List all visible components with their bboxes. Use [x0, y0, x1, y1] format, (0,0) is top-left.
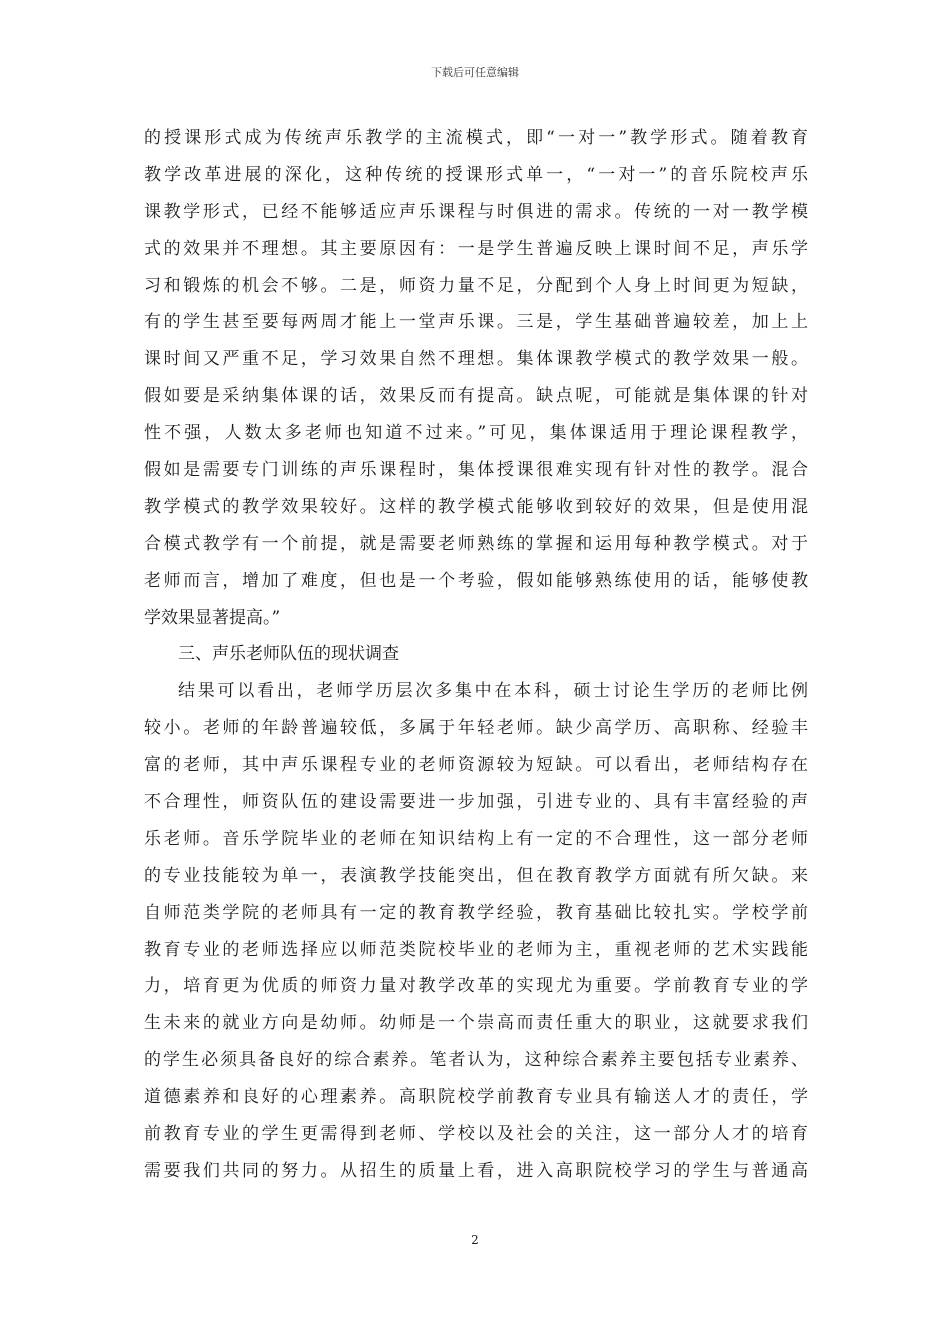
text-line: 习和锻炼的机会不够。二是，师资力量不足，分配到个人身上时间更为短缺， — [144, 275, 808, 296]
text-line: 的学生必须具备良好的综合素养。笔者认为，这种综合素养主要包括专业素养、 — [144, 1050, 808, 1071]
page-number: 2 — [471, 1233, 479, 1247]
text-line: 富的老师，其中声乐课程专业的老师资源较为短缺。可以看出，老师结构存在 — [144, 755, 808, 776]
page-header: 下载后可任意编辑 — [431, 66, 519, 79]
text-line: 自师范类学院的老师具有一定的教育教学经验，教育基础比较扎实。学校学前 — [144, 902, 808, 923]
text-line: 合模式教学有一个前提，就是需要老师熟练的掌握和运用每种教学模式。对于 — [144, 533, 808, 554]
text-line: 有的学生甚至要每两周才能上一堂声乐课。三是，学生基础普遍较差，加上上 — [144, 312, 808, 333]
text-line: 课时间又严重不足，学习效果自然不理想。集体课教学模式的教学效果一般。 — [144, 349, 808, 370]
text-line: 力，培育更为优质的师资力量对教学改革的实现尤为重要。学前教育专业的学 — [144, 976, 808, 997]
document-body — [144, 120, 808, 1190]
text-line: 教学改革进展的深化，这种传统的授课形式单一，“一对一”的音乐院校声乐 — [144, 164, 808, 185]
text-line: 性不强，人数太多老师也知道不过来。”可见，集体课适用于理论课程教学， — [144, 423, 808, 444]
text-line: 较小。老师的年龄普遍较低，多属于年轻老师。缺少高学历、高职称、经验丰 — [144, 718, 808, 739]
text-line: 道德素养和良好的心理素养。高职院校学前教育专业具有输送人才的责任，学 — [144, 1087, 808, 1108]
text-line: 生未来的就业方向是幼师。幼师是一个崇高而责任重大的职业，这就要求我们 — [144, 1013, 808, 1034]
text-line: 三、声乐老师队伍的现状调查 — [178, 644, 399, 665]
text-line: 老师而言，增加了难度，但也是一个考验，假如能够熟练使用的话，能够使教 — [144, 570, 808, 591]
text-line: 不合理性，师资队伍的建设需要进一步加强，引进专业的、具有丰富经验的声 — [144, 792, 808, 813]
text-line: 需要我们共同的努力。从招生的质量上看，进入高职院校学习的学生与普通高 — [144, 1160, 808, 1181]
text-line: 学效果显著提高。” — [144, 607, 281, 628]
text-line: 式的效果并不理想。其主要原因有：一是学生普遍反映上课时间不足，声乐学 — [144, 238, 808, 259]
text-line: 的专业技能较为单一，表演教学技能突出，但在教育教学方面就有所欠缺。来 — [144, 865, 808, 886]
text-line: 结果可以看出，老师学历层次多集中在本科，硕士讨论生学历的老师比例 — [178, 681, 808, 702]
text-line: 假如是需要专门训练的声乐课程时，集体授课很难实现有针对性的教学。混合 — [144, 460, 808, 481]
text-line: 教育专业的老师选择应以师范类院校毕业的老师为主，重视老师的艺术实践能 — [144, 939, 808, 960]
text-line: 教学模式的教学效果较好。这样的教学模式能够收到较好的效果，但是使用混 — [144, 496, 808, 517]
text-line: 假如要是采纳集体课的话，效果反而有提高。缺点呢，可能就是集体课的针对 — [144, 386, 808, 407]
text-line: 的授课形式成为传统声乐教学的主流模式，即“一对一”教学形式。随着教育 — [144, 128, 808, 148]
text-line: 课教学形式，已经不能够适应声乐课程与时俱进的需求。传统的一对一教学模 — [144, 201, 808, 222]
text-line: 乐老师。音乐学院毕业的老师在知识结构上有一定的不合理性，这一部分老师 — [144, 828, 808, 849]
text-line: 前教育专业的学生更需得到老师、学校以及社会的关注，这一部分人才的培育 — [144, 1124, 808, 1145]
